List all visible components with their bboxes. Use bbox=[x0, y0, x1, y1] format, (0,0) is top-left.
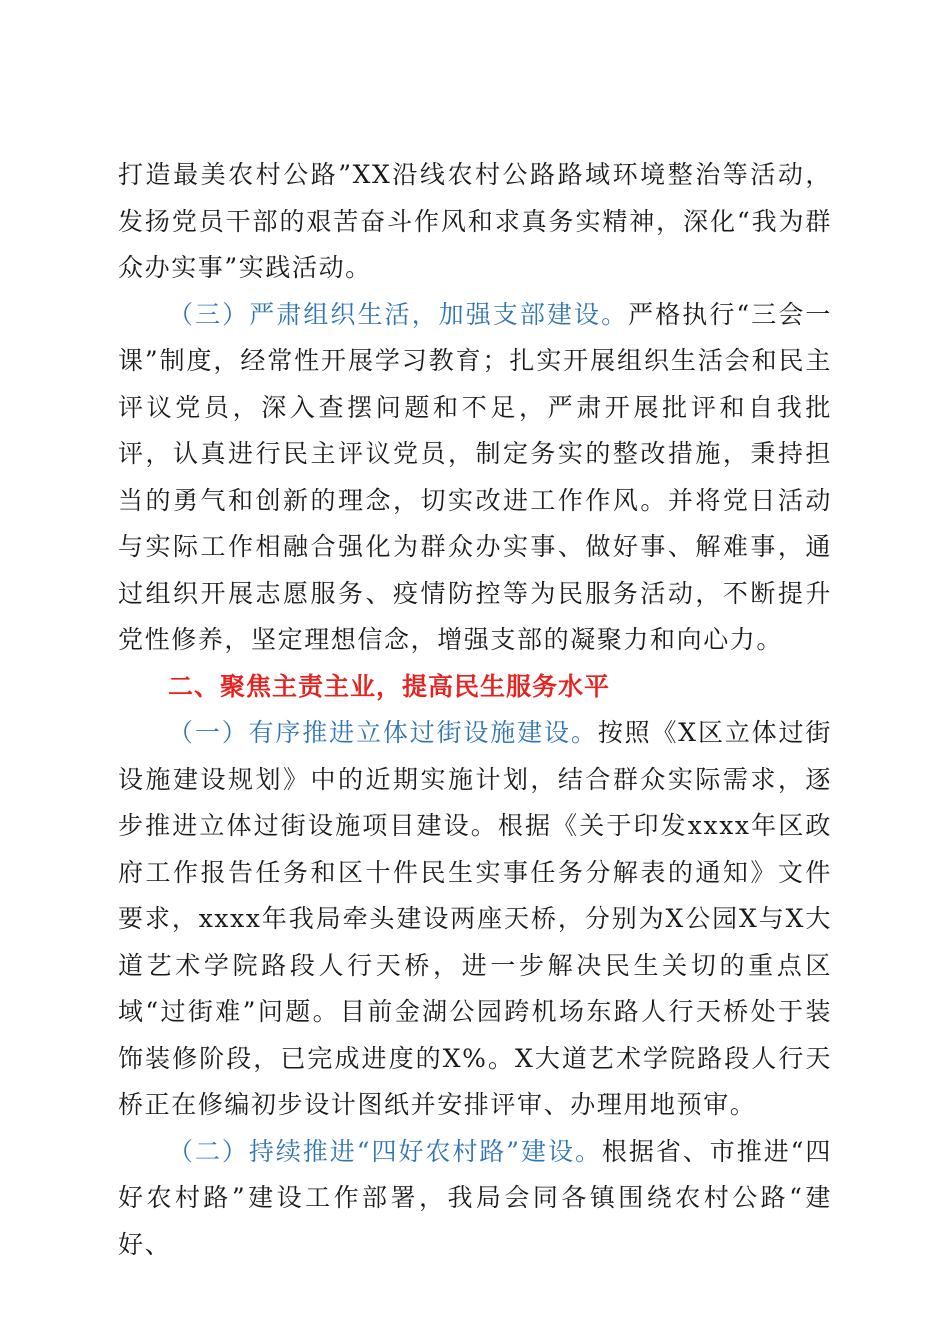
subheading-two: （二）持续推进“四好农村路”建设。 bbox=[168, 1136, 602, 1166]
paragraph-organization-life-text: 严格执行“三会一课”制度，经常性开展学习教育；扎实开展组织生活会和民主评议党员，深入查摆问题和不足，严肃开展批评和自我批评，认真进行民主评议党员，制定务实的整改措施，秉持担当的勇气和创新的理念，切实改进工作作风。并将党日活动与实际工作相融合强化为群众办实事、做好事、解难事，通过组织开展志愿服务、疫情防控等为民服务活动，不断提升党性修养，坚定理想信念，增强支部的凝聚力和向心力。 bbox=[118, 299, 832, 654]
document-body bbox=[118, 152, 832, 1268]
section-heading-two: 二、聚焦主责主业，提高民生服务水平 bbox=[168, 671, 611, 701]
paragraph-rural-roads bbox=[118, 1129, 832, 1269]
paragraph-rural-roads-text: 根据省、市推进“四好农村路”建设工作部署，我局会同各镇围绕农村公路“建好、 bbox=[118, 1136, 832, 1259]
paragraph-continued: 打造最美农村公路”XX沿线农村公路路域环境整治等活动，发扬党员干部的艰苦奋斗作风和求真务实精神，深化“我为群众办实事”实践活动。 bbox=[118, 160, 832, 282]
paragraph-organization-life bbox=[118, 292, 832, 664]
subheading-three: （三）严肃组织生活，加强支部建设。 bbox=[168, 299, 629, 329]
paragraph-crossing-facilities bbox=[118, 710, 832, 1129]
subheading-one: （一）有序推进立体过街设施建设。 bbox=[168, 718, 598, 747]
paragraph-crossing-facilities-text: 按照《X区立体过街设施建设规划》中的近期实施计划，结合群众实际需求，逐步推进立体过街设施项目建设。根据《关于印发xxxx年区政府工作报告任务和区十件民生实事任务分解表的通知》文件要求，xxxx年我局牵头建设两座天桥，分别为X公园X与X大道艺术学院路段人行天桥，进一步解决民生关切的重点区域“过街难”问题。目前金湖公园跨机场东路人行天桥处于装饰装修阶段，已完成进度的X%。X大道艺术学院路段人行天桥正在修编初步设计图纸并安排评审、办理用地预审。 bbox=[118, 718, 832, 1119]
